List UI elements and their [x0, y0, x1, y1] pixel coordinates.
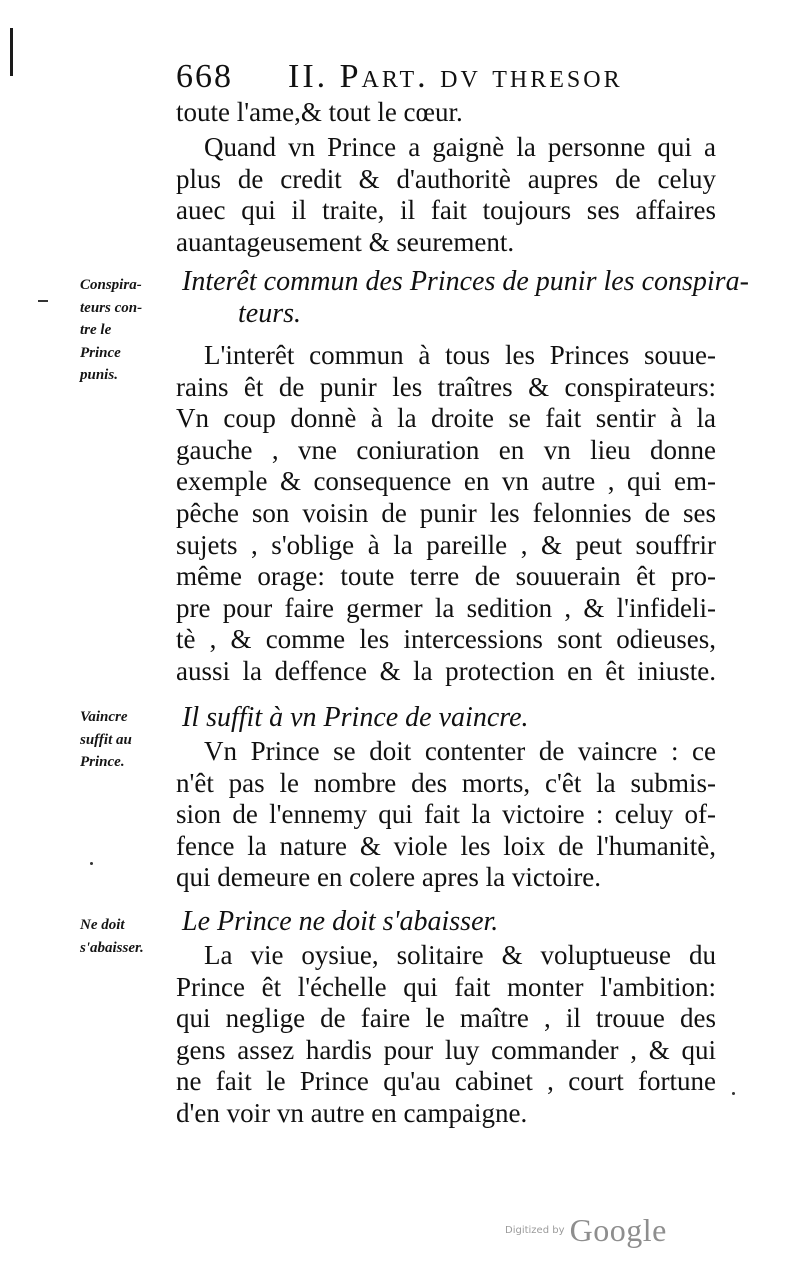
text-line: qui neglige de faire le maître , il trouue des [176, 1003, 716, 1034]
text-line: Vn Prince se doit contenter de vaincre : ce [204, 736, 716, 766]
text-line: d'en voir vn autre en campaigne. [176, 1097, 528, 1128]
text-line: toute l'ame,& tout le cœur. [176, 97, 463, 127]
section-heading-vaincre: Il suffit à vn Prince de vaincre. [182, 702, 529, 733]
section-heading-conspirateurs: Interêt commun des Princes de punir les conspira- teurs. [182, 266, 749, 329]
paragraph-vaincre [176, 736, 716, 894]
page-number: 668 [176, 58, 233, 95]
continuation-text [176, 97, 716, 129]
running-title: II. Part. dv thresor [288, 58, 623, 95]
paragraph-abaisser [176, 940, 716, 1130]
margin-note-abaisser: Ne doit s'abaisser. [80, 917, 144, 956]
page-header [176, 58, 716, 98]
text-line: qui demeure en colere apres la victoire. [176, 862, 602, 893]
google-logo: Google [569, 1212, 667, 1248]
text-line: pre pour faire germer la sedition , & l'infideli- [176, 592, 716, 623]
text-line: sion de l'ennemy qui fait la victoire : celuy of- [176, 799, 716, 830]
text-line: Quand vn Prince a gaignè la personne qui a [204, 132, 716, 162]
text-line: exemple & consequence en vn autre , qui em- [176, 466, 716, 497]
text-line: gens assez hardis pour luy commander , & qui [176, 1034, 716, 1065]
text-line: rains êt de punir les traîtres & conspirateurs: [176, 371, 716, 402]
digitized-by-label: Digitized by [505, 1225, 565, 1236]
page-edge-mark [10, 28, 13, 76]
text-line: Prince êt l'échelle qui fait monter l'ambition: [176, 971, 716, 1002]
text-line: plus de credit & d'authoritè aupres de celuy [176, 163, 716, 194]
digitized-watermark [505, 1212, 667, 1252]
text-line: gauche , vne coniuration en vn lieu donne [176, 434, 716, 465]
text-line: fence la nature & viole les loix de l'humanitè, [176, 830, 716, 861]
text-line: tè , & comme les intercessions sont odieuses, [176, 624, 716, 655]
paragraph-conspirateurs [176, 340, 716, 688]
section-heading-abaisser: Le Prince ne doit s'abaisser. [182, 906, 499, 937]
text-line: même orage: toute terre de souuerain êt pro- [176, 561, 716, 592]
text-line: auantageusement & seurement. [176, 226, 515, 257]
text-line: sujets , s'oblige à la pareille , & peut souffrir [176, 529, 716, 560]
margin-speck [90, 862, 93, 865]
text-line: Vn coup donnè à la droite se fait sentir à la [176, 403, 716, 434]
paragraph-1 [176, 132, 716, 258]
text-line: L'interêt commun à tous les Princes souue- [204, 340, 716, 370]
text-line: auec qui il traite, il fait toujours ses affaires [176, 195, 716, 226]
text-line: pêche son voisin de punir les felonnies de ses [176, 497, 716, 528]
margin-note-conspirateurs: Conspira- teurs con- tre le Prince punis. [80, 277, 143, 383]
text-line: n'êt pas le nombre des morts, c'êt la submis- [176, 767, 716, 798]
margin-dash [38, 300, 48, 302]
text-line: La vie oysiue, solitaire & voluptueuse du [204, 940, 716, 970]
text-line: aussi la deffence & la protection en êt iniuste. [176, 655, 716, 686]
margin-speck [732, 1092, 735, 1095]
text-line: ne fait le Prince qu'au cabinet , court fortune [176, 1066, 716, 1097]
margin-note-vaincre: Vaincre suffit au Prince. [80, 709, 132, 770]
